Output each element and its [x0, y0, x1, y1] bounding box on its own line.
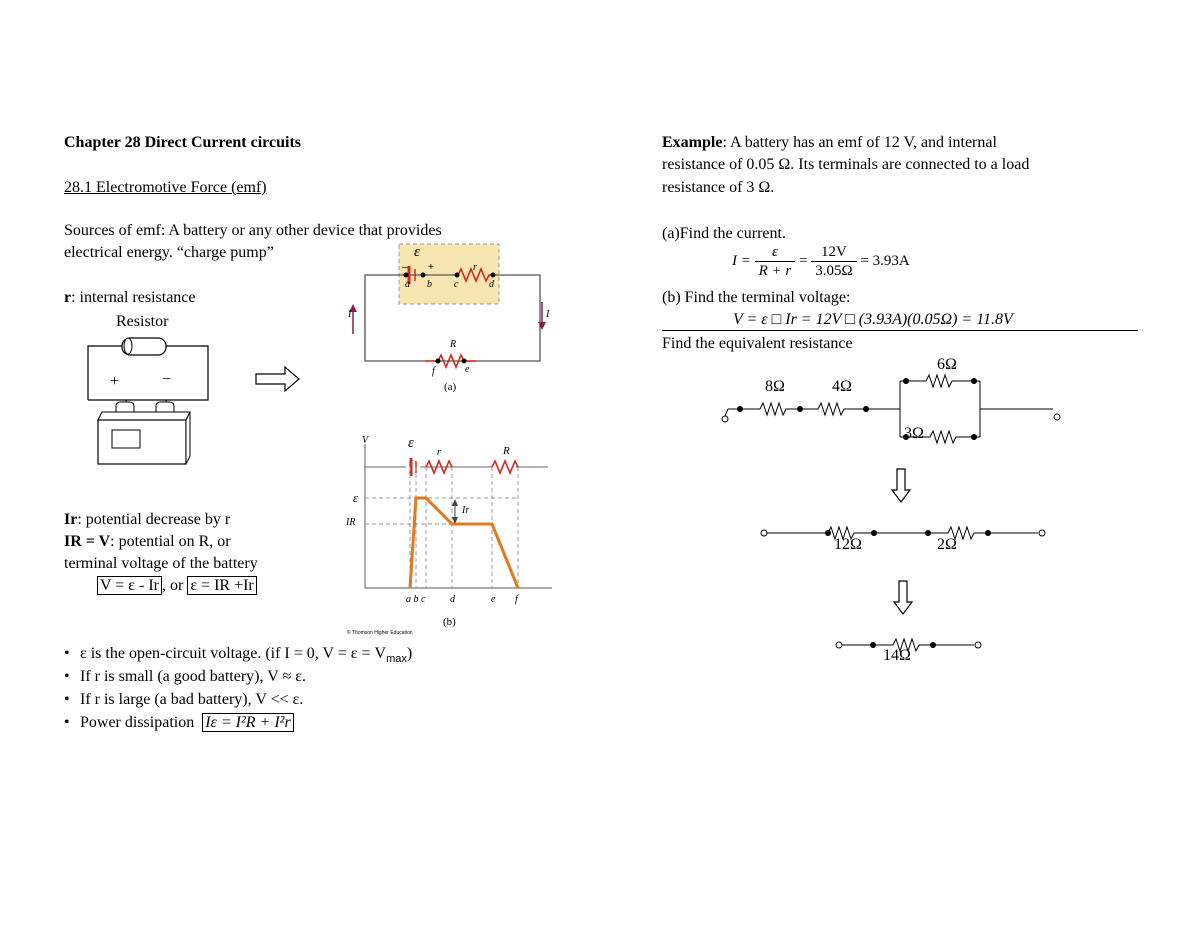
fig-a-emf: ε — [414, 244, 420, 260]
bullet-1-text: ε is the open-circuit voltage. (if I = 0, V = ε = V — [80, 645, 387, 662]
label-14-ohm: 14Ω — [883, 647, 911, 664]
fig-b-abc: a b c — [406, 594, 426, 605]
frac1-num: ε — [755, 243, 796, 262]
fig-a-b: b — [427, 279, 432, 290]
figure-b-potential-graph — [340, 436, 560, 606]
fraction-emf — [755, 243, 796, 280]
fig-b-IR-axis: IR — [346, 517, 356, 528]
fig-a-plus: + — [428, 262, 434, 273]
fig-b-Ir: Ir — [462, 505, 470, 516]
equations-line — [97, 576, 257, 595]
circuit-2 — [758, 520, 1050, 544]
bullet-4-text: Power dissipation — [80, 714, 195, 731]
example-line-2: resistance of 0.05 Ω. Its terminals are connected to a load — [662, 156, 1030, 173]
fraction-values — [811, 243, 856, 280]
fig-b-f: f — [515, 594, 518, 605]
ir-line — [64, 510, 230, 529]
fig-b-r: r — [437, 447, 441, 458]
graph-load-resistor — [492, 461, 518, 473]
part-a: (a)Find the current. — [662, 225, 786, 242]
fig-a-current-left: I — [348, 309, 352, 320]
I-equals: I = — [732, 253, 751, 269]
fig-a-d: d — [489, 279, 494, 290]
fig-b-V-axis: V — [362, 435, 369, 446]
irv-label: IR = V — [64, 533, 111, 550]
frac1-den: R + r — [758, 263, 792, 279]
result-a: = 3.93A — [860, 253, 910, 269]
label-12-ohm: 12Ω — [834, 536, 862, 553]
chapter-title: Chapter 28 Direct Current circuits — [64, 134, 301, 151]
part-b: (b) Find the terminal voltage: — [662, 289, 851, 306]
fig-a-minus: – — [402, 262, 408, 273]
battery-body — [98, 420, 186, 464]
label-4-ohm: 4Ω — [832, 378, 852, 395]
example-line-1 — [662, 133, 997, 152]
fig-b-emf: ε — [408, 435, 414, 451]
frac2-den: 3.05Ω — [815, 263, 853, 279]
fig-b-d: d — [450, 594, 455, 605]
resistor-6 — [900, 375, 980, 387]
figure-a-circuit — [340, 238, 560, 400]
minus-sign: − — [162, 371, 172, 388]
r-text: : internal resistance — [71, 289, 196, 306]
irv-line — [64, 532, 231, 551]
bullet-large-r: • If r is large (a bad battery), V << ε. — [62, 690, 412, 713]
label-8-ohm: 8Ω — [765, 378, 785, 395]
ir-text: : potential decrease by r — [77, 511, 231, 528]
example-label: Example — [662, 134, 723, 151]
fig-a-caption: (a) — [444, 381, 457, 393]
example-text-1: : A battery has an emf of 12 V, and internal — [722, 134, 997, 151]
resistor-4 — [800, 403, 866, 415]
fig-b-caption: (b) — [443, 616, 456, 628]
fig-a-e: e — [465, 364, 470, 375]
internal-resistance-line — [64, 288, 196, 307]
bullet-small-r: • If r is small (a good battery), V ≈ ε. — [62, 667, 412, 690]
label-6-ohm: 6Ω — [937, 356, 957, 373]
emf-equation: ε = IR +Ir — [187, 576, 256, 595]
right-arrow-icon — [255, 366, 301, 392]
find-equivalent: Find the equivalent resistance — [662, 335, 853, 352]
fig-a-r: r — [473, 262, 477, 273]
or-text: , or — [162, 577, 188, 594]
down-arrow-icon-1 — [891, 468, 911, 504]
label-2-ohm: 2Ω — [937, 536, 957, 553]
fig-b-R: R — [503, 445, 510, 457]
current-equation — [732, 243, 910, 280]
plus-sign: + — [110, 373, 120, 390]
fig-b-e: e — [491, 594, 496, 605]
sources-line-1: Sources of emf: A battery or any other device that provides — [64, 222, 442, 239]
sources-line-2: electrical energy. “charge pump” — [64, 244, 274, 261]
r-label: r — [64, 289, 72, 306]
terminal-voltage-equation: V = ε □ Ir = 12V □ (3.93A)(0.05Ω) = 11.8V — [733, 311, 1013, 328]
irv-text: : potential on R, or — [110, 533, 231, 550]
resistor-8 — [760, 403, 800, 415]
terminal-equation: V = ε - Ir — [97, 576, 162, 595]
bullet-power — [62, 713, 412, 736]
resistor-label: Resistor — [116, 313, 169, 330]
fig-a-c: c — [454, 279, 459, 290]
bullet-1-end: ) — [406, 645, 413, 662]
fig-a-a: a — [405, 279, 410, 290]
section-title: 28.1 Electromotive Force (emf) — [64, 179, 267, 196]
fig-b-emf-axis: ε — [353, 490, 359, 505]
bullet-open-circuit — [62, 644, 412, 667]
label-3-ohm: 3Ω — [904, 425, 924, 442]
section-divider — [662, 330, 1138, 331]
example-line-3: resistance of 3 Ω. — [662, 179, 775, 196]
power-formula: Iε = I²R + I²r — [202, 713, 293, 732]
fig-b-credit: © Thomson Higher Education — [347, 630, 413, 636]
terminal-line: terminal voltage of the battery — [64, 555, 258, 572]
fig-a-f: f — [432, 366, 435, 377]
frac2-num: 12V — [811, 243, 856, 262]
down-arrow-icon-2 — [893, 580, 913, 616]
fig-a-current-right: I — [546, 309, 550, 320]
bullet-1-sub: max — [386, 653, 407, 666]
battery-resistor-sketch — [86, 334, 216, 469]
ir-label: Ir — [64, 511, 78, 528]
bullet-list — [62, 644, 412, 736]
equals-sign: = — [799, 253, 808, 269]
fig-a-R: R — [450, 339, 457, 350]
